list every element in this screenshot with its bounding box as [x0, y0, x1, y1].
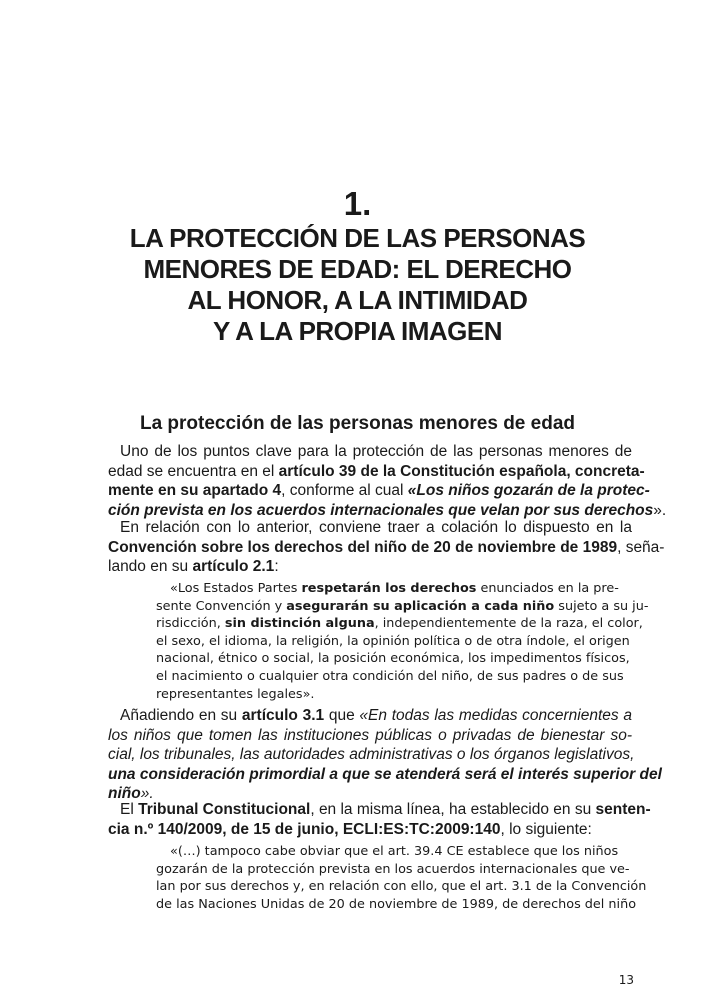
bold-run: respetarán los derechos: [301, 581, 477, 596]
quote-line: «(…) tampoco cabe obviar que el art. 39.4 CE establece que los niños: [170, 844, 619, 859]
text-run: lando en su: [108, 558, 193, 575]
text-line: cial, los tribunales, las autoridades administrativas o los órganos legislativos,: [108, 746, 635, 763]
text-run: , seña-: [617, 538, 665, 556]
text-run: , lo siguiente:: [500, 820, 592, 838]
page-number: 13: [618, 973, 634, 987]
text-line: [108, 706, 632, 726]
text-line: [108, 800, 651, 820]
italic-run: «En todas las medidas concernientes a: [359, 707, 632, 724]
text-run: , conforme al cual: [281, 482, 408, 499]
bold-run: artículo 39 de la Constitución española, concreta-: [278, 462, 645, 480]
bold-run: Tribunal Constitucional: [138, 801, 311, 818]
text-line: una consideración primordial a que se atenderá será el interés superior del: [108, 765, 662, 783]
text-line: [108, 538, 665, 558]
bold-italic-run: niño: [108, 785, 141, 802]
text-run: ».: [653, 501, 667, 519]
quote-line: [156, 615, 643, 633]
quote-article-2-1: [156, 580, 649, 703]
bold-italic-run: ción prevista en los acuerdos internacionales que velan por sus derechos: [108, 501, 654, 519]
paragraph-tribunal-constitucional: [108, 800, 651, 839]
quote-line: nacional, étnico o social, la posición económica, los impedimentos físicos,: [156, 651, 630, 667]
bold-run: cia n.º 140/2009, de 15 de junio, ECLI:ES:TC:2009:140: [108, 820, 501, 838]
text-line: [108, 481, 650, 501]
bold-run: asegurarán su aplicación a cada niño: [286, 598, 555, 614]
text-line: En relación con lo anterior, conviene traer a colación lo dispuesto en la: [120, 519, 632, 536]
bold-run: artículo 3.1: [241, 707, 325, 724]
text-line: los niños que tomen las instituciones públicas o privadas de bienestar so-: [108, 726, 632, 744]
bold-run: mente en su apartado 4: [108, 482, 282, 499]
bold-run: artículo 2.1: [192, 558, 275, 575]
text-run: :: [274, 558, 279, 575]
text-run: sujeto a su ju-: [554, 598, 649, 614]
text-run: Añadiendo en su: [120, 707, 242, 724]
quote-line: lan por sus derechos y, en relación con ello, que el art. 3.1 de la Convención: [156, 879, 647, 895]
quote-line: [156, 580, 619, 598]
paragraph-article-39: [108, 442, 667, 520]
quote-sentencia-140-2009: [156, 843, 647, 913]
quote-line: el sexo, el idioma, la religión, la opinión política o de otra índole, el origen: [156, 633, 630, 649]
text-line: Uno de los puntos clave para la protección de las personas menores de: [120, 443, 632, 460]
chapter-title-line: MENORES DE EDAD: EL DERECHO: [143, 254, 572, 284]
text-run: que: [324, 707, 360, 724]
text-run: enunciados en la pre-: [476, 581, 619, 596]
text-line: [108, 820, 632, 840]
text-run: risdicción,: [156, 616, 225, 632]
paragraph-article-3-1: [108, 706, 662, 804]
quote-line: el nacimiento o cualquier otra condición del niño, de sus padres o de sus: [156, 668, 624, 684]
text-line: [108, 462, 645, 482]
chapter-title-line: AL HONOR, A LA INTIMIDAD: [187, 285, 528, 315]
text-line: [108, 557, 632, 577]
section-title: La protección de las personas menores de edad: [139, 413, 576, 434]
text-run: , independientemente de la raza, el color,: [374, 616, 643, 632]
quote-line: [156, 598, 649, 616]
text-run: , en la misma línea, ha establecido en su: [310, 801, 596, 818]
text-run: «Los Estados Partes: [170, 581, 302, 596]
quote-line: de las Naciones Unidas de 20 de noviembre de 1989, de derechos del niño: [156, 896, 637, 912]
bold-run: sin distinción alguna: [224, 616, 375, 632]
text-run: sente Convención y: [156, 598, 287, 614]
chapter-title: [80, 223, 635, 347]
chapter-title-line: Y A LA PROPIA IMAGEN: [212, 316, 503, 346]
bold-run: senten-: [595, 801, 651, 818]
text-run: edad se encuentra en el: [108, 462, 279, 480]
bold-run: Convención sobre los derechos del niño de 20 de noviembre de 1989: [108, 538, 618, 556]
bold-italic-run: «Los niños gozarán de la protec-: [407, 482, 650, 499]
quote-line: gozarán de la protección prevista en los acuerdos internacionales que ve-: [156, 861, 630, 877]
chapter-title-line: LA PROTECCIÓN DE LAS PERSONAS: [129, 223, 586, 253]
quote-line: representantes legales».: [156, 686, 315, 702]
chapter-number: 1.: [343, 185, 372, 222]
text-run: El: [120, 801, 139, 818]
italic-run: ».: [140, 785, 154, 802]
paragraph-convention: [108, 518, 665, 577]
